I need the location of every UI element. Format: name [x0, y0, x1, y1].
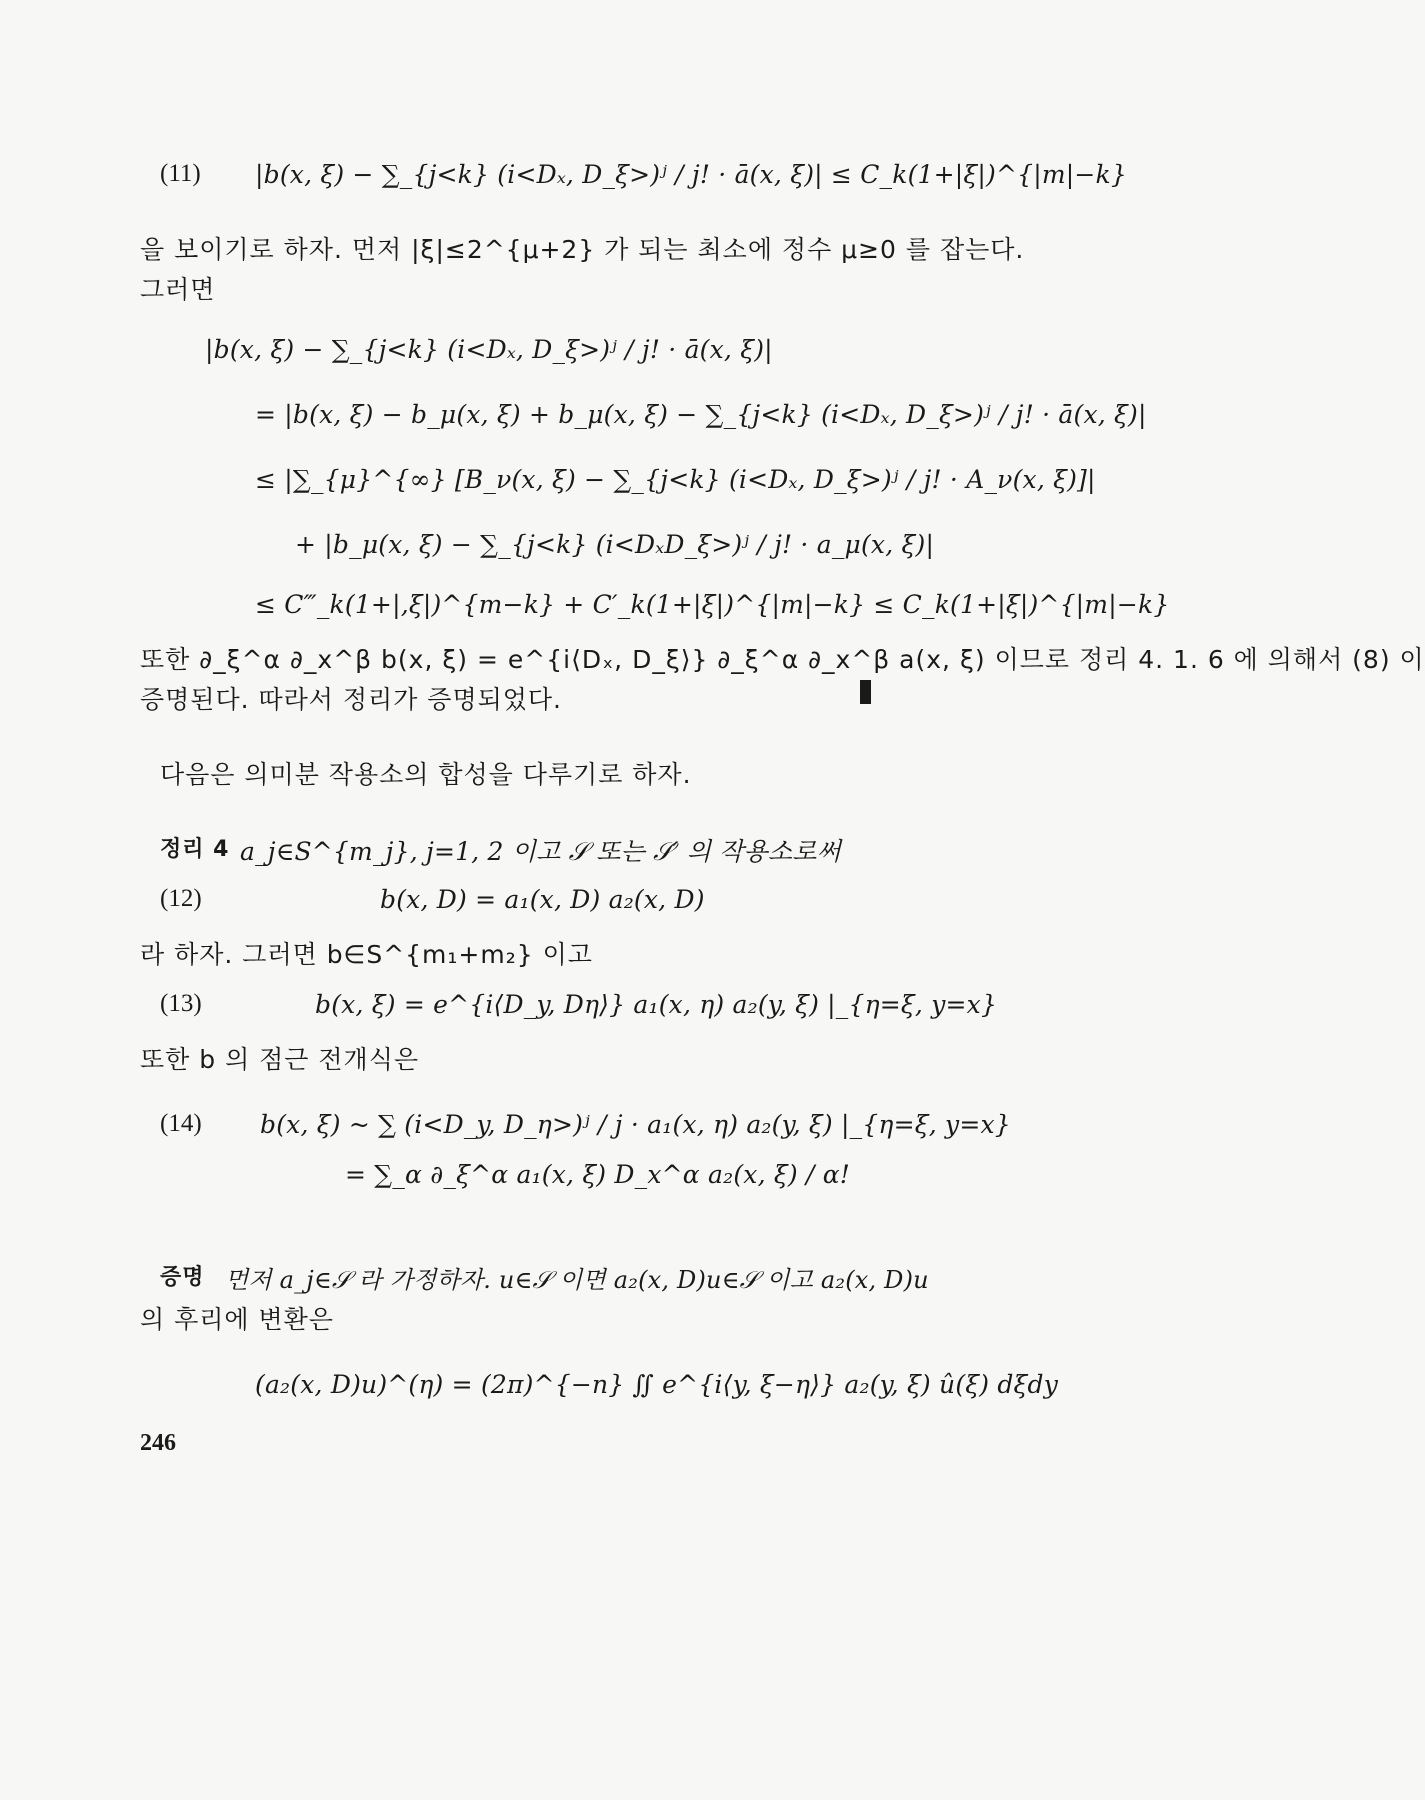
proof-line-1: 먼저 a_j∈𝒮 라 가정하자. u∈𝒮 이면 a₂(x, D)u∈𝒮 이고 a₂(x, D)u — [225, 1266, 929, 1294]
paragraph-1-line-2: 그러면 — [140, 275, 216, 304]
paragraph-2-line-2: 증명된다. 따라서 정리가 증명되었다. — [140, 685, 562, 714]
paragraph-3: 다음은 의미분 작용소의 합성을 다루기로 하자. — [160, 760, 692, 789]
theorem-label: 정리 4 — [160, 837, 230, 862]
fourier-transform-equation: (a₂(x, D)u)^(η) = (2π)^{−n} ∬ e^{i⟨y, ξ−η⟩} a₂(y, ξ) û(ξ) dξdy — [255, 1370, 1059, 1399]
paragraph-2-line-1: 또한 ∂_ξ^α ∂_x^β b(x, ξ) = e^{i⟨Dₓ, D_ξ⟩} ∂_ξ^α ∂_x^β a(x, ξ) 이므로 정리 4. 1. 6 에 의해서 (8) 이 — [140, 645, 1425, 674]
equation-number-13: (13) — [160, 990, 202, 1017]
equation-14-line-2: = ∑_α ∂_ξ^α a₁(x, ξ) D_x^α a₂(x, ξ) / α! — [345, 1160, 851, 1189]
derivation-line-4: + |b_μ(x, ξ) − ∑_{j<k} (i<DₓD_ξ>)ʲ / j! · a_μ(x, ξ)| — [295, 530, 935, 559]
equation-number-14: (14) — [160, 1110, 202, 1137]
paragraph-1-line-1: 을 보이기로 하자. 먼저 |ξ|≤2^{μ+2} 가 되는 최소에 정수 μ≥0 를 잡는다. — [140, 235, 1025, 264]
proof-line-2: 의 후리에 변환은 — [140, 1305, 334, 1334]
end-of-proof-mark — [860, 680, 871, 704]
theorem-statement: a_j∈S^{m_j}, j=1, 2 이고 𝒮 또는 𝒮′ 의 작용소로써 — [240, 837, 841, 866]
equation-12: b(x, D) = a₁(x, D) a₂(x, D) — [380, 885, 705, 914]
derivation-line-2: = |b(x, ξ) − b_μ(x, ξ) + b_μ(x, ξ) − ∑_{j<k} (i<Dₓ, D_ξ>)ʲ / j! · ā(x, ξ)| — [255, 400, 1147, 429]
paragraph-4: 라 하자. 그러면 b∈S^{m₁+m₂} 이고 — [140, 940, 593, 969]
equation-11: |b(x, ξ) − ∑_{j<k} (i<Dₓ, D_ξ>)ʲ / j! · ā(x, ξ)| ≤ C_k(1+|ξ|)^{|m|−k} — [255, 160, 1127, 189]
page-number: 246 — [140, 1430, 176, 1456]
derivation-line-5: ≤ C‴_k(1+|,ξ|)^{m−k} + C′_k(1+|ξ|)^{|m|−k} ≤ C_k(1+|ξ|)^{|m|−k} — [255, 590, 1170, 619]
equation-number-11: (11) — [160, 160, 201, 187]
derivation-line-1: |b(x, ξ) − ∑_{j<k} (i<Dₓ, D_ξ>)ʲ / j! · ā(x, ξ)| — [205, 335, 773, 364]
proof-label: 증명 — [160, 1265, 205, 1290]
derivation-line-3: ≤ |∑_{μ}^{∞} [B_ν(x, ξ) − ∑_{j<k} (i<Dₓ, D_ξ>)ʲ / j! · A_ν(x, ξ)]| — [255, 465, 1096, 494]
equation-14-line-1: b(x, ξ) ~ ∑ (i<D_y, D_η>)ʲ / j · a₁(x, η) a₂(y, ξ) |_{η=ξ, y=x} — [260, 1110, 1011, 1139]
paragraph-5: 또한 b 의 점근 전개식은 — [140, 1045, 420, 1074]
equation-13: b(x, ξ) = e^{i⟨D_y, Dη⟩} a₁(x, η) a₂(y, ξ) |_{η=ξ, y=x} — [315, 990, 998, 1019]
equation-number-12: (12) — [160, 885, 202, 912]
